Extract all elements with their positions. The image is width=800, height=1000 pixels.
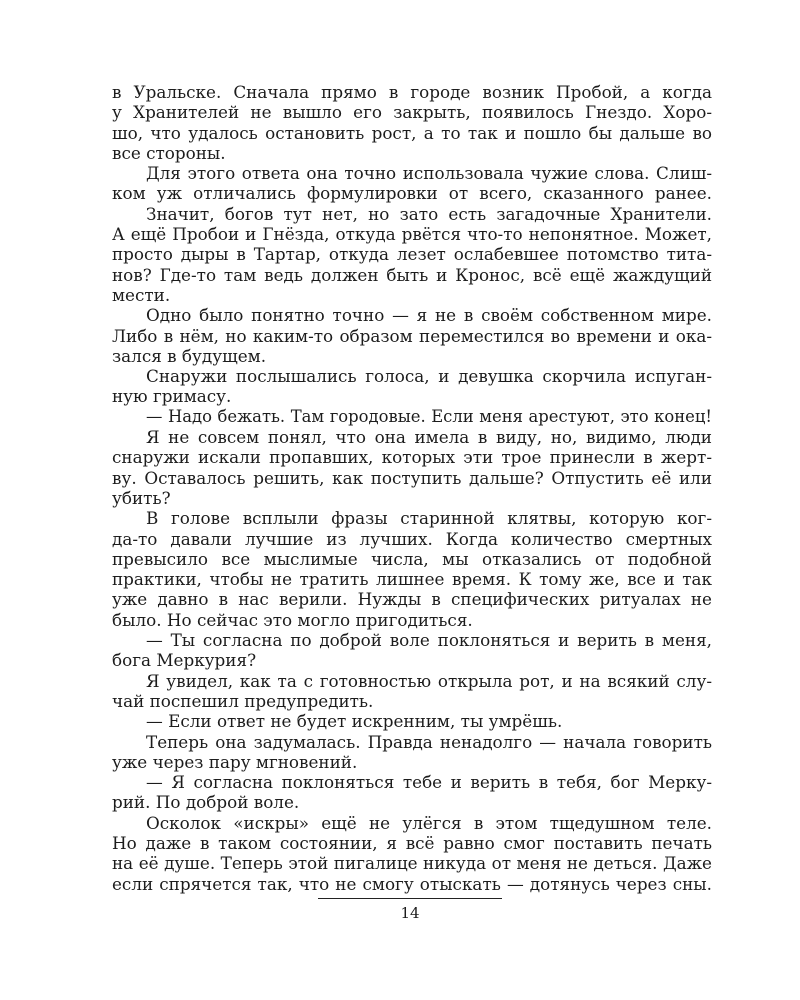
text-line: — Надо бежать. Там городовые. Если меня арестуют, это конец! [146, 406, 712, 426]
text-line: А ещё Пробои и Гнёзда, откуда рвётся что-то непонятное. Может, [112, 224, 712, 245]
text-line: на её душе. Теперь этой пигалице никуда от меня не деться. Даже [112, 853, 712, 874]
text-line: Я увидел, как та с готовностью открыла рот, и на всякий слу- [146, 670, 712, 691]
text-line: ву. Оставалось решить, как поступить дальше? Отпустить её или [112, 467, 712, 488]
body-text [112, 82, 712, 894]
text-line: у Хранителей не вышло его закрыть, появилось Гнездо. Хоро- [112, 102, 712, 123]
text-line: уже давно в нас верили. Нужды в специфических ритуалах не [112, 589, 712, 610]
text-line: просто дыры в Тартар, откуда лезет ослабевшее потомство тита- [112, 244, 712, 265]
text-line: Для этого ответа она точно использовала чужие слова. Слиш- [146, 163, 712, 184]
text-line: мести. [112, 284, 171, 305]
text-line: — Я согласна поклоняться тебе и верить в тебя, бог Мерку- [146, 772, 712, 793]
text-line: нов? Где-то там ведь должен быть и Кронос, всё ещё жаждущий [112, 264, 712, 285]
text-line: Одно было понятно точно — я не в своём собственном мире. [146, 305, 712, 326]
text-line: бога Меркурия? [112, 650, 257, 671]
text-line: — Ты согласна по доброй воле поклоняться и верить в меня, [146, 630, 712, 651]
text-line: Но даже в таком состоянии, я всё равно смог поставить печать [112, 832, 712, 853]
text-line: практики, чтобы не тратить лишнее время. К тому же, все и так [112, 569, 712, 590]
text-line: уже через пару мгновений. [112, 751, 358, 772]
text-line: Теперь она задумалась. Правда ненадолго — начала говорить [146, 731, 712, 752]
text-line: — Если ответ не будет искренним, ты умрёшь. [146, 711, 563, 732]
text-line: все стороны. [112, 142, 226, 163]
text-line: Либо в нём, но каким-то образом переместился во времени и ока- [112, 325, 712, 346]
text-line: Я не совсем понял, что она имела в виду, но, видимо, люди [146, 427, 712, 448]
text-line: чай поспешил предупредить. [112, 690, 374, 711]
text-line: снаружи искали пропавших, которых эти трое принесли в жерт- [112, 447, 712, 468]
text-line: в Уральске. Сначала прямо в городе возник Пробой, а когда [112, 82, 712, 102]
text-line: зался в будущем. [112, 345, 267, 366]
text-line: да-то давали лучшие из лучших. Когда количество смертных [112, 528, 712, 549]
text-line: было. Но сейчас это могло пригодиться. [112, 609, 473, 630]
text-line: рий. По доброй воле. [112, 792, 300, 813]
text-line: если спрячется так, что не смогу отыскать — дотянусь через сны. [112, 873, 712, 894]
page-number: 14 [400, 904, 420, 922]
text-line: шо, что удалось остановить рост, а то так и пошло бы дальше во [112, 122, 712, 143]
text-line: В голове всплыли фразы старинной клятвы, которую ког- [146, 508, 712, 529]
text-line: превысило все мыслимые числа, мы отказались от подобной [112, 548, 712, 569]
text-line: ком уж отличались формулировки от всего, сказанного ранее. [112, 183, 712, 204]
text-line: ную гримасу. [112, 386, 232, 407]
text-line: убить? [112, 487, 171, 508]
text-line: Значит, богов тут нет, но зато есть загадочные Хранители. [146, 203, 712, 224]
footer-rule [318, 898, 502, 899]
text-line: Снаружи послышались голоса, и девушка скорчила испуган- [146, 366, 712, 387]
text-line: Осколок «искры» ещё не улёгся в этом тщедушном теле. [146, 812, 712, 833]
